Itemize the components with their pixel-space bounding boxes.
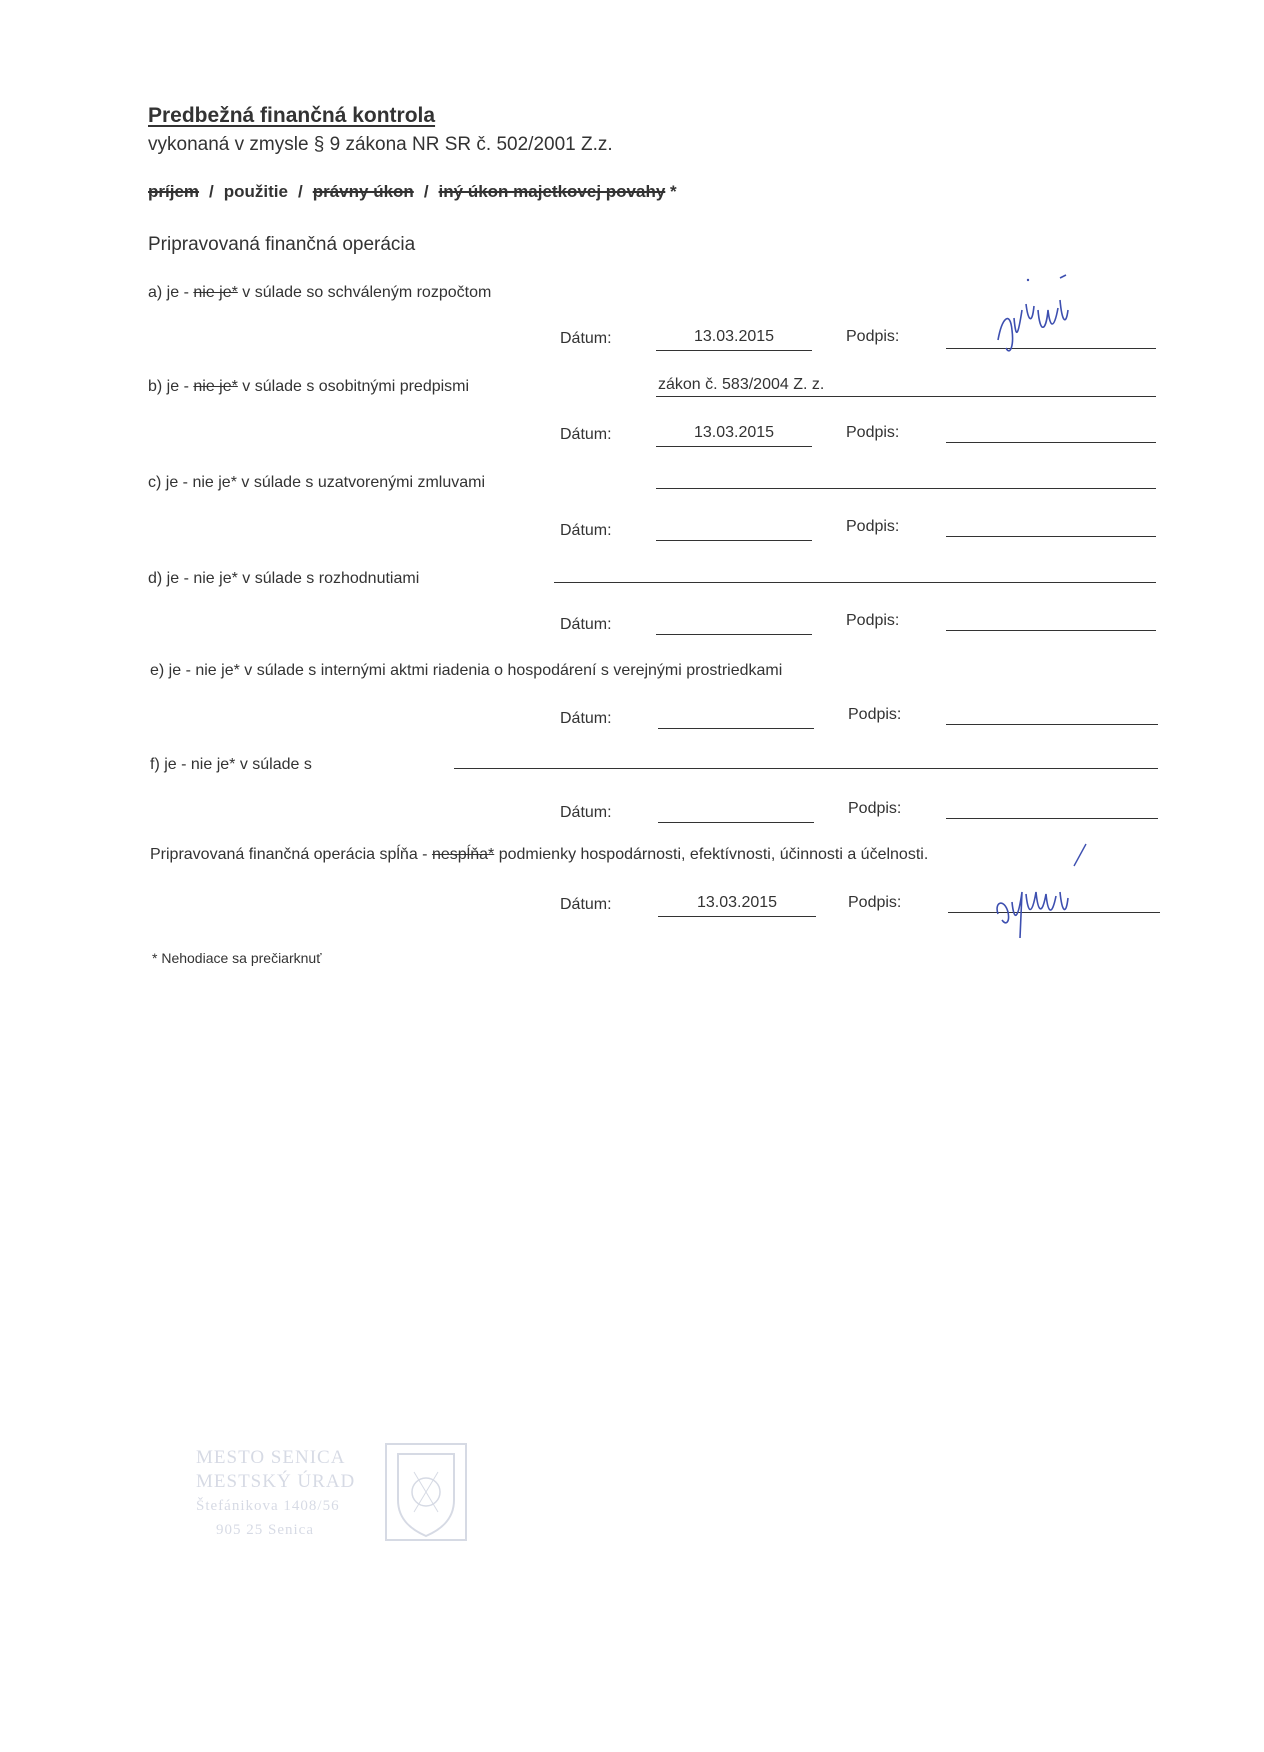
item-b-prefix: b) je -	[148, 378, 189, 395]
final-datum-label: Dátum:	[560, 896, 612, 913]
page-subtitle: vykonaná v zmysle § 9 zákona NR SR č. 502/2001 Z.z.	[148, 134, 613, 155]
final-crossed: nespĺňa*	[431, 846, 495, 863]
item-e-signature-line	[946, 724, 1158, 725]
item-b-date-line	[656, 446, 812, 447]
item-a-date-line	[656, 350, 812, 351]
item-b-law-value: zákon č. 583/2004 Z. z.	[658, 376, 825, 393]
type-pravny-ukon: právny úkon	[312, 182, 414, 201]
item-e-datum-label: Dátum:	[560, 710, 612, 727]
item-a-podpis-label: Podpis:	[846, 328, 900, 345]
item-b-date-value: 13.03.2015	[693, 424, 775, 441]
item-d-signature-line	[946, 630, 1156, 631]
signature-final-icon	[990, 862, 1090, 942]
item-b-signature-line	[946, 442, 1156, 443]
item-d-datum-label: Dátum:	[560, 616, 612, 633]
item-a-date-value: 13.03.2015	[693, 328, 775, 345]
item-c-podpis-label: Podpis:	[846, 518, 900, 535]
operation-heading: Pripravovaná finančná operácia	[148, 234, 416, 255]
final-label: podmienky hospodárnosti, efektívnosti, účinnosti a účelnosti.	[498, 846, 929, 863]
item-e-text: e) je - nie je* v súlade s internými aktmi riadenia o hospodárení s verejnými prostriedkami	[150, 662, 783, 679]
item-b-law-line	[656, 396, 1156, 397]
item-f-podpis-label: Podpis:	[848, 800, 902, 817]
page-title: Predbežná finančná kontrola	[148, 104, 436, 127]
item-d-date-line	[656, 634, 812, 635]
type-pouzitie: použitie	[223, 182, 288, 201]
footnote: * Nehodiace sa prečiarknuť	[152, 950, 322, 966]
item-c-text: c) je - nie je* v súlade s uzatvorenými zmluvami	[148, 474, 486, 491]
item-b-crossed: nie je*	[193, 378, 238, 395]
type-separator: /	[209, 182, 214, 201]
item-c-date-line	[656, 540, 812, 541]
item-a-label: v súlade so schváleným rozpočtom	[242, 284, 492, 301]
final-date-value: 13.03.2015	[696, 894, 778, 911]
item-b-podpis-label: Podpis:	[846, 424, 900, 441]
type-star: *	[670, 182, 677, 201]
stamp-line-2: MESTSKÝ ÚRAD	[196, 1471, 356, 1492]
item-b-datum-label: Dátum:	[560, 426, 612, 443]
item-e-date-line	[658, 728, 814, 729]
signature-a-icon	[988, 270, 1088, 356]
operation-types	[148, 182, 677, 202]
item-b-label: v súlade s osobitnými predpismi	[242, 378, 470, 395]
item-d-line	[554, 582, 1156, 583]
stamp-text-block	[196, 1446, 386, 1542]
final-date-line	[658, 916, 816, 917]
stamp-line-1: MESTO SENICA	[196, 1447, 346, 1468]
type-separator: /	[297, 182, 303, 201]
stamp-line-3: Štefánikova 1408/56	[196, 1498, 340, 1514]
item-c-datum-label: Dátum:	[560, 522, 612, 539]
item-f-line	[454, 768, 1158, 769]
stamp-line-4: 905 25 Senica	[216, 1522, 314, 1538]
final-podpis-label: Podpis:	[848, 894, 902, 911]
stamp-crest-icon	[384, 1442, 468, 1542]
item-a-datum-label: Dátum:	[560, 330, 612, 347]
item-c-line	[656, 488, 1156, 489]
item-a-prefix: a) je -	[148, 284, 189, 301]
item-a-crossed: nie je*	[193, 284, 238, 301]
item-d-podpis-label: Podpis:	[846, 612, 900, 629]
item-f-text: f) je - nie je* v súlade s	[150, 756, 312, 773]
item-f-datum-label: Dátum:	[560, 804, 612, 821]
item-a-text	[148, 284, 491, 302]
item-f-signature-line	[946, 818, 1158, 819]
item-d-text: d) je - nie je* v súlade s rozhodnutiami	[148, 570, 420, 587]
item-b-text	[148, 378, 469, 396]
item-f-date-line	[658, 822, 814, 823]
type-prijem: príjem	[148, 182, 200, 201]
type-separator: /	[423, 182, 429, 201]
type-iny-ukon: iný úkon majetkovej povahy	[438, 182, 666, 201]
item-e-podpis-label: Podpis:	[848, 706, 902, 723]
item-c-signature-line	[946, 536, 1156, 537]
final-statement	[150, 846, 928, 864]
final-prefix: Pripravovaná finančná operácia spĺňa -	[150, 846, 428, 863]
